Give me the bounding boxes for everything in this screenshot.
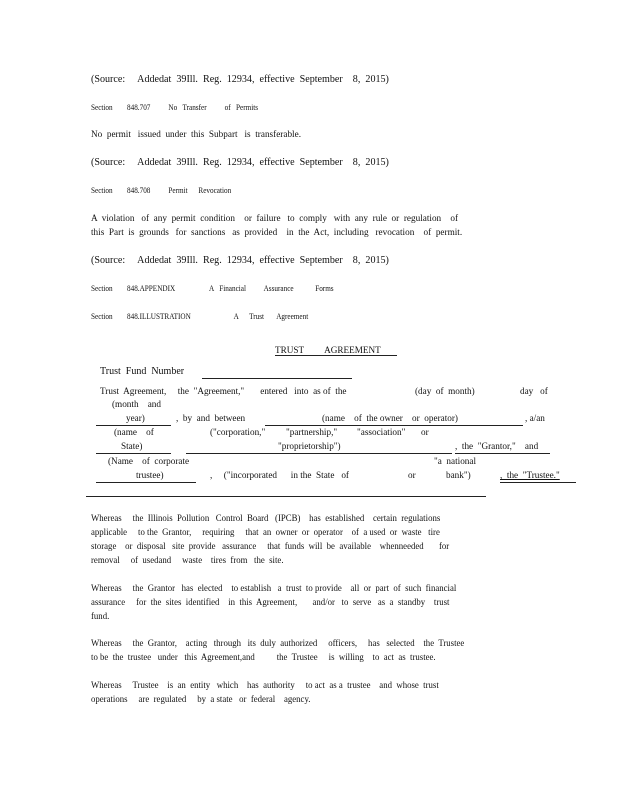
trust-agreement-title: TRUST AGREEMENT — [275, 345, 381, 355]
section-heading-appendix: Section 848.APPENDIX A Financial Assurance Forms — [91, 284, 334, 293]
form-row-2-month-and: (month and — [112, 399, 161, 409]
trust-fund-number-blank — [202, 378, 352, 379]
source-note-3: (Source: Addedat 39Ill. Reg. 12934, effective September 8, 2015) — [91, 255, 389, 266]
form-row-7-the-trustee: , the "Trustee." — [500, 470, 560, 480]
trust-fund-number-label: Trust Fund Number — [100, 366, 185, 377]
form-row-6-a-national: "a national — [434, 456, 477, 466]
form-divider — [86, 496, 486, 497]
form-row-5-the-grantor: , the "Grantor," and — [455, 441, 539, 451]
title-underline — [275, 355, 397, 356]
no-permit-text: No permit issued under this Subpart is transferable. — [91, 129, 301, 140]
form-row-3-a-an: , a/an — [525, 413, 545, 423]
whereas-1-line-4: removal of usedand waste tires from the site. — [91, 555, 284, 565]
violation-text-line-1: A violation of any permit condition or failure to comply with any rule or regulation of — [91, 213, 459, 224]
whereas-2-line-1: Whereas the Grantor has elected to establish a trust to provide all or part of such financial — [91, 583, 457, 593]
form-row-1-day-of: day of — [520, 386, 548, 396]
blank-owner-name — [265, 425, 523, 426]
section-heading-848-708: Section 848.708 Permit Revocation — [91, 186, 232, 195]
form-row-1-day-of-month: (day of month) — [415, 386, 475, 396]
blank-grantor — [455, 453, 550, 454]
whereas-4-line-2: operations are regulated by a state or federal agency. — [91, 694, 311, 704]
form-row-3-name-of-owner: (name of the owner or operator) — [322, 413, 458, 423]
section-heading-illustration: Section 848.ILLUSTRATION A Trust Agreement — [91, 312, 309, 321]
form-row-5-proprietorship: "proprietorship") — [278, 441, 341, 451]
whereas-3-line-2: to be the trustee under this Agreement,and the Trustee is willing to act as trustee. — [91, 652, 436, 662]
form-row-6-name-of-corporate: (Name of corporate — [108, 456, 190, 466]
form-row-4-corporation: ("corporation," — [210, 427, 266, 437]
whereas-4-line-1: Whereas Trustee is an entity which has authority to act as a trustee and whose trust — [91, 680, 439, 690]
form-row-7-bank: bank") — [446, 470, 471, 480]
whereas-1-line-3: storage or disposal site provide assurance that funds will be available whenneeded for — [91, 541, 450, 551]
whereas-1-line-2: applicable to the Grantor, requiring that an owner or operator of a used or waste tire — [91, 527, 440, 537]
blank-trustee-name — [96, 482, 196, 483]
form-row-1-intro: Trust Agreement, the "Agreement," entered into as of the — [100, 386, 347, 396]
form-row-5-state: State) — [121, 441, 143, 451]
form-row-4-association: "association" — [357, 427, 406, 437]
violation-text-line-2: this Part is grounds for sanctions as provided in the Act, including revocation of permit. — [91, 227, 463, 238]
form-row-7-or: or — [408, 470, 416, 480]
blank-trustee-label — [500, 482, 576, 483]
form-row-4-name-of: (name of — [114, 427, 154, 437]
blank-year — [96, 425, 171, 426]
source-note-1: (Source: Addedat 39Ill. Reg. 12934, effective September 8, 2015) — [91, 74, 389, 85]
form-row-7-incorporated: , ("incorporated in the State of — [210, 470, 349, 480]
form-row-4-partnership: "partnership," — [286, 427, 338, 437]
whereas-3-line-1: Whereas the Grantor, acting through its duly authorized officers, has selected the Trustee — [91, 638, 465, 648]
section-heading-848-707: Section 848.707 No Transfer of Permits — [91, 103, 259, 112]
blank-state — [96, 453, 171, 454]
whereas-2-line-3: fund. — [91, 611, 110, 621]
blank-entity-type — [186, 453, 452, 454]
form-row-3-by-and-between: , by and between — [176, 413, 246, 423]
whereas-2-line-2: assurance for the sites identified in this Agreement, and/or to serve as a standby trust — [91, 597, 450, 607]
form-row-7-trustee: trustee) — [136, 470, 164, 480]
source-note-2: (Source: Addedat 39Ill. Reg. 12934, effective September 8, 2015) — [91, 157, 389, 168]
whereas-1-line-1: Whereas the Illinois Pollution Control Board (IPCB) has established certain regulations — [91, 513, 441, 523]
form-row-4-or: or — [421, 427, 429, 437]
form-row-3-year: year) — [126, 413, 145, 423]
